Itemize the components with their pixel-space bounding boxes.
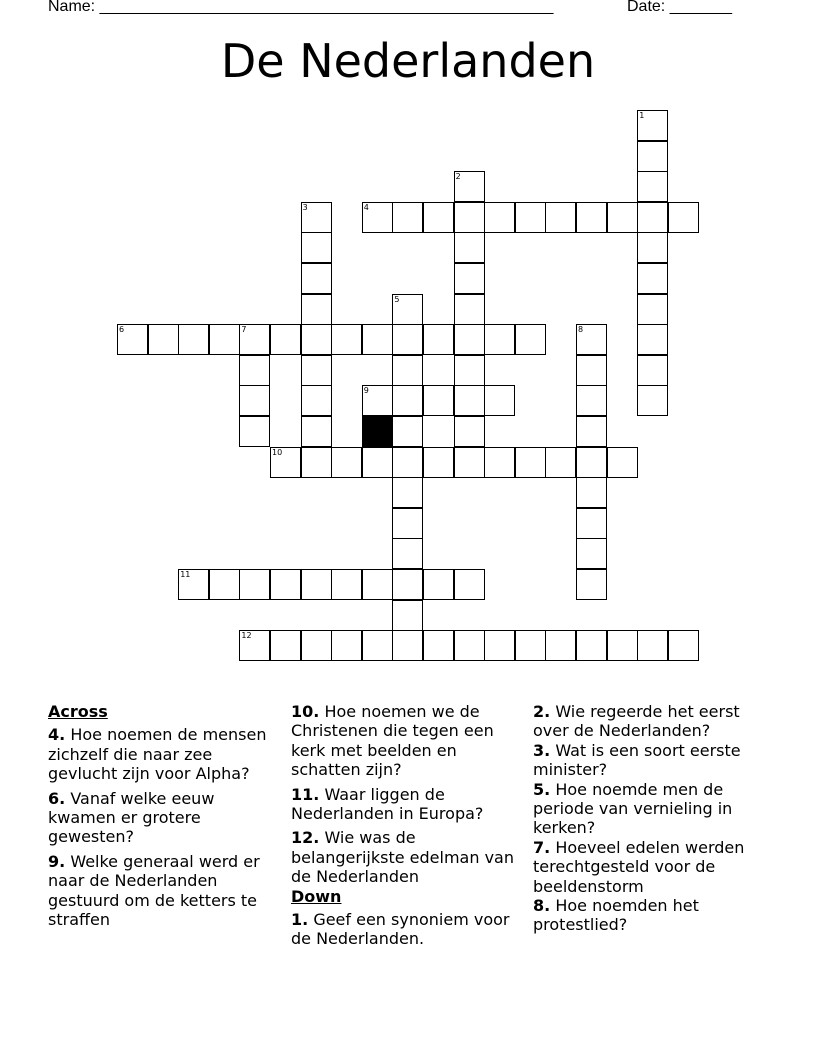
grid-cell[interactable] <box>239 355 270 386</box>
clue-down-2 <box>533 702 765 741</box>
across-heading: Across <box>48 702 108 721</box>
grid-cell[interactable] <box>392 385 423 416</box>
grid-cell[interactable] <box>423 447 454 478</box>
grid-cell[interactable] <box>454 630 485 661</box>
clue-number-label: 11 <box>180 570 191 579</box>
grid-cell[interactable] <box>637 294 668 325</box>
grid-cell[interactable] <box>637 202 668 233</box>
grid-cell[interactable] <box>607 630 638 661</box>
grid-cell[interactable] <box>331 447 362 478</box>
grid-cell[interactable] <box>515 324 546 355</box>
grid-cell[interactable] <box>576 630 607 661</box>
grid-cell[interactable] <box>637 324 668 355</box>
clue-down-1 <box>291 910 523 949</box>
grid-cell[interactable] <box>392 202 423 233</box>
grid-cell[interactable] <box>576 447 607 478</box>
grid-cell[interactable] <box>454 232 485 263</box>
grid-cell[interactable] <box>668 630 699 661</box>
grid-cell[interactable] <box>637 385 668 416</box>
clue-text: Hoe noemen de mensen zichzelf die naar zee gevlucht zijn voor Alpha? <box>48 725 267 784</box>
clue-down-7 <box>533 838 765 896</box>
grid-cell[interactable] <box>301 569 332 600</box>
clue-number-label: 7 <box>241 325 247 335</box>
clue-across-9 <box>48 852 280 930</box>
grid-cell[interactable] <box>270 569 301 600</box>
grid-cell[interactable] <box>454 263 485 294</box>
grid-cell[interactable] <box>454 569 485 600</box>
down-heading: Down <box>291 886 342 906</box>
clue-number: 1. <box>291 910 309 930</box>
grid-cell[interactable] <box>392 508 423 539</box>
grid-cell[interactable] <box>301 630 332 661</box>
grid-cell[interactable] <box>484 202 515 233</box>
grid-cell[interactable] <box>545 447 576 478</box>
clue-down-8 <box>533 896 765 935</box>
grid-cell[interactable] <box>423 385 454 416</box>
clue-number: 3. <box>533 740 551 760</box>
grid-cell[interactable] <box>576 508 607 539</box>
clues-column-1 <box>48 702 280 934</box>
clue-number-label: 10 <box>272 447 283 457</box>
grid-cell[interactable] <box>484 447 515 478</box>
grid-cell[interactable] <box>484 324 515 355</box>
grid-cell[interactable] <box>423 324 454 355</box>
grid-cell[interactable] <box>545 630 576 661</box>
clue-number-label: 6 <box>119 325 125 335</box>
clue-number: 7. <box>533 837 551 857</box>
clue-across-10 <box>291 702 523 780</box>
grid-cell[interactable] <box>392 324 423 355</box>
grid-cell[interactable] <box>178 324 209 355</box>
grid-cell[interactable] <box>576 355 607 386</box>
clue-text: Hoeveel edelen werden terechtgesteld voor de beeldenstorm <box>533 837 745 896</box>
grid-cell[interactable] <box>423 569 454 600</box>
grid-cell[interactable] <box>209 324 240 355</box>
grid-cell[interactable] <box>454 294 485 325</box>
grid-cell[interactable] <box>301 416 332 447</box>
grid-cell[interactable] <box>576 569 607 600</box>
grid-cell[interactable] <box>392 569 423 600</box>
clue-number-label: 5 <box>394 294 400 304</box>
blocked-cell <box>362 416 393 447</box>
grid-cell[interactable] <box>301 324 332 355</box>
clue-number: 9. <box>48 851 66 871</box>
name-field[interactable]: Name: ___________________________________________________ <box>48 0 554 15</box>
grid-cell[interactable] <box>454 355 485 386</box>
clue-number-label: 12 <box>241 631 252 641</box>
grid-cell[interactable] <box>362 447 393 478</box>
grid-cell[interactable] <box>301 232 332 263</box>
clue-number-label: 1 <box>639 111 645 120</box>
clue-text: Hoe noemden het protestlied? <box>533 896 699 935</box>
grid-cell[interactable] <box>576 477 607 508</box>
grid-cell[interactable] <box>637 263 668 294</box>
grid-cell[interactable] <box>515 447 546 478</box>
clue-across-6 <box>48 789 280 847</box>
grid-cell[interactable] <box>239 416 270 447</box>
grid-cell[interactable] <box>515 630 546 661</box>
grid-cell[interactable] <box>576 538 607 569</box>
grid-cell[interactable] <box>637 171 668 202</box>
clue-text: Geef een synoniem voor de Nederlanden. <box>291 910 510 949</box>
grid-cell[interactable] <box>301 355 332 386</box>
clue-text: Wat is een soort eerste minister? <box>533 740 741 780</box>
grid-cell[interactable] <box>301 447 332 478</box>
clue-number: 5. <box>533 779 551 799</box>
grid-cell[interactable] <box>668 202 699 233</box>
clue-number: 2. <box>533 702 551 721</box>
clue-number-label: 2 <box>455 172 461 182</box>
grid-cell[interactable] <box>454 324 485 355</box>
clue-text: Hoe noemen we de Christenen die tegen een kerk met beelden en schatten zijn? <box>291 702 494 780</box>
grid-cell[interactable] <box>362 630 393 661</box>
grid-cell[interactable] <box>331 569 362 600</box>
clue-number-label: 9 <box>363 386 369 396</box>
clue-number: 12. <box>291 828 320 848</box>
clue-down-3 <box>533 741 765 780</box>
clue-number: 6. <box>48 788 66 808</box>
clue-across-12 <box>291 828 523 886</box>
clue-across-11 <box>291 785 523 824</box>
grid-cell[interactable] <box>392 355 423 386</box>
grid-cell[interactable] <box>576 416 607 447</box>
clue-number-label: 8 <box>578 325 584 335</box>
clue-across-4 <box>48 725 280 783</box>
puzzle-title: De Nederlanden <box>220 34 596 88</box>
clue-text: Hoe noemde men de periode van vernieling in kerken? <box>533 779 733 838</box>
grid-cell[interactable] <box>545 202 576 233</box>
clue-text: Wie was de belangerijkste edelman van de Nederlanden <box>291 828 514 887</box>
grid-cell[interactable] <box>392 538 423 569</box>
clue-text: Waar liggen de Nederlanden in Europa? <box>291 784 484 824</box>
grid-cell[interactable] <box>423 202 454 233</box>
grid-cell[interactable] <box>454 416 485 447</box>
grid-cell[interactable] <box>392 477 423 508</box>
clue-down-5 <box>533 780 765 838</box>
grid-cell[interactable] <box>270 630 301 661</box>
grid-cell[interactable] <box>301 263 332 294</box>
grid-cell[interactable] <box>392 416 423 447</box>
clue-number-label: 4 <box>363 202 369 212</box>
grid-cell[interactable] <box>484 630 515 661</box>
grid-cell[interactable] <box>637 355 668 386</box>
grid-cell[interactable] <box>331 630 362 661</box>
grid-cell[interactable] <box>637 630 668 661</box>
grid-cell[interactable] <box>454 385 485 416</box>
grid-cell[interactable] <box>301 385 332 416</box>
grid-cell[interactable] <box>515 202 546 233</box>
clues-column-3 <box>533 702 765 940</box>
clue-text: Vanaf welke eeuw kwamen er grotere gewesten? <box>48 788 215 847</box>
grid-cell[interactable] <box>454 202 485 233</box>
grid-cell[interactable] <box>239 385 270 416</box>
grid-cell[interactable] <box>454 447 485 478</box>
grid-cell[interactable] <box>637 232 668 263</box>
grid-cell[interactable] <box>576 385 607 416</box>
grid-cell[interactable] <box>607 202 638 233</box>
grid-cell[interactable] <box>392 600 423 631</box>
grid-cell[interactable] <box>209 569 240 600</box>
grid-cell[interactable] <box>423 630 454 661</box>
grid-cell[interactable] <box>362 569 393 600</box>
clues-column-2 <box>291 702 523 954</box>
grid-cell[interactable] <box>392 447 423 478</box>
grid-cell[interactable] <box>148 324 179 355</box>
clue-number: 10. <box>291 702 320 721</box>
clue-number: 11. <box>291 784 320 804</box>
clue-number: 8. <box>533 896 551 916</box>
clue-text: Welke generaal werd er naar de Nederlanden gestuurd om de ketters te straffen <box>48 851 260 930</box>
clue-number-label: 3 <box>302 202 308 212</box>
grid-cell[interactable] <box>637 141 668 172</box>
grid-cell[interactable] <box>239 569 270 600</box>
date-field[interactable]: Date: _______ <box>627 0 732 15</box>
grid-cell[interactable] <box>392 630 423 661</box>
grid-cell[interactable] <box>270 324 301 355</box>
grid-cell[interactable] <box>484 385 515 416</box>
clue-number: 4. <box>48 725 66 745</box>
grid-cell[interactable] <box>301 294 332 325</box>
clue-text: Wie regeerde het eerst over de Nederlanden? <box>533 702 740 741</box>
grid-cell[interactable] <box>331 324 362 355</box>
grid-cell[interactable] <box>362 324 393 355</box>
grid-cell[interactable] <box>607 447 638 478</box>
grid-cell[interactable] <box>576 202 607 233</box>
